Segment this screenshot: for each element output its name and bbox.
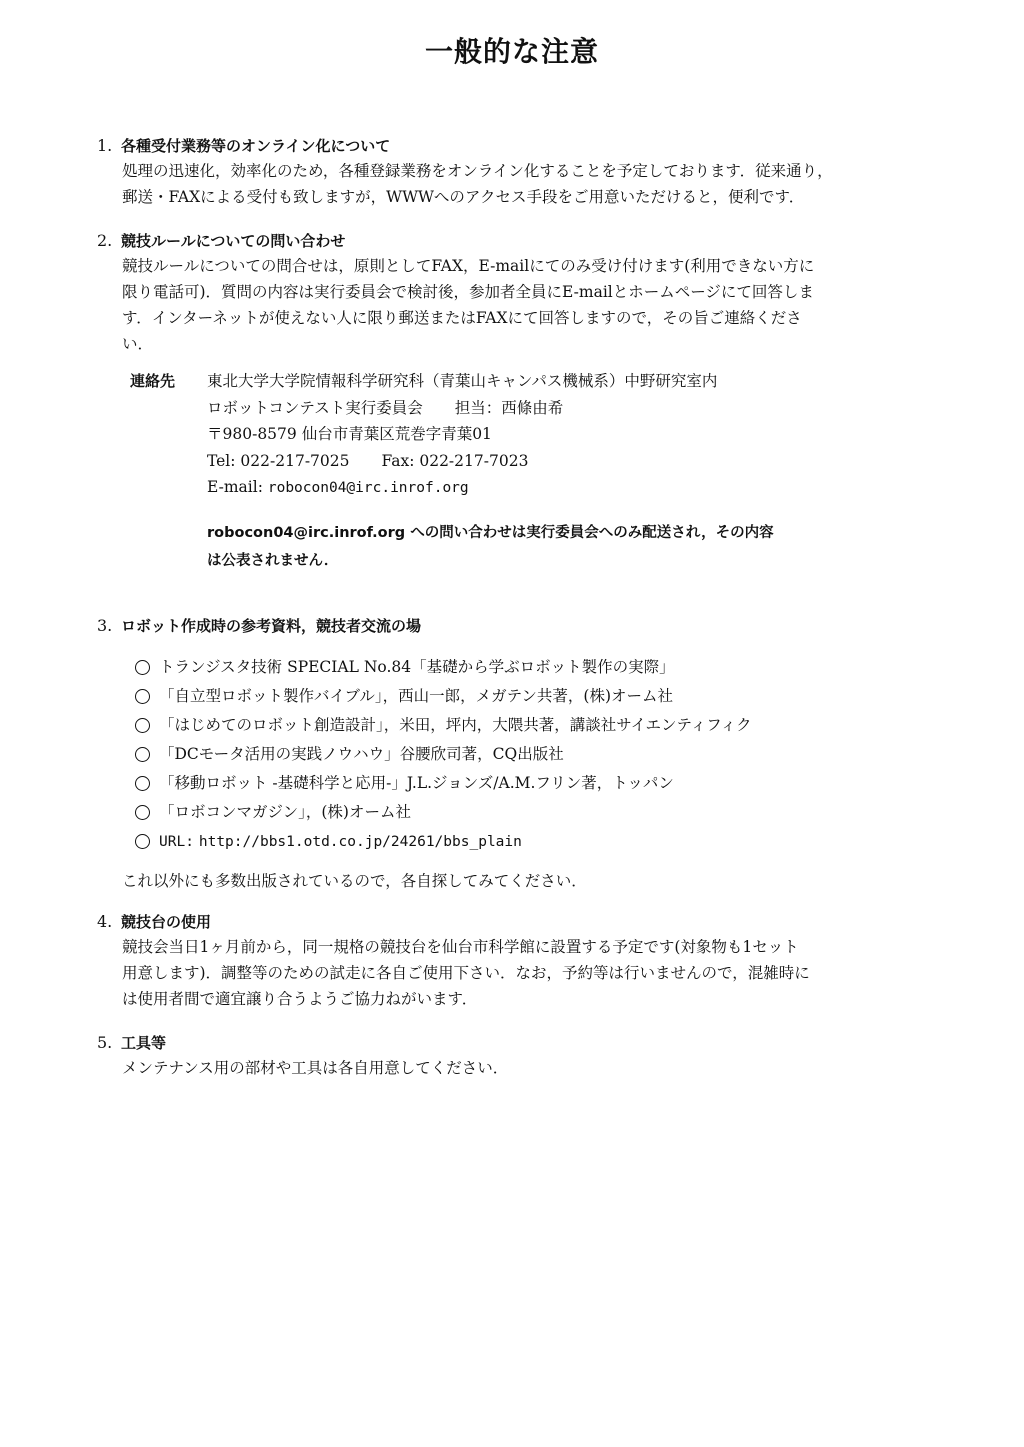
contact-phone-line <box>207 448 887 475</box>
section-title: 競技台の使用 <box>121 913 212 931</box>
section-heading <box>97 910 937 934</box>
section-heading <box>97 1031 937 1055</box>
section-number: 3. <box>97 616 113 635</box>
reference-item <box>135 769 935 798</box>
section-title: 各種受付業務等のオンライン化について <box>121 137 391 155</box>
contact-postal-address: 〒980-8579 仙台市青葉区荒巻字青葉01 <box>207 425 492 443</box>
privacy-note <box>207 519 857 575</box>
section-title: 競技ルールについての問い合わせ <box>121 232 346 250</box>
reference-list <box>135 653 935 856</box>
reference-item-url <box>135 827 935 856</box>
references-footnote: これ以外にも多数出版されているので，各自探してみてください． <box>122 872 587 890</box>
reference-item <box>135 711 935 740</box>
note-line: robocon04@irc.inrof.org への問い合わせは実行委員会へのみ配送され，その内容 <box>207 525 774 541</box>
section-number: 2. <box>97 231 113 250</box>
contact-fax: Fax: 022-217-7023 <box>381 451 529 470</box>
section-tools <box>97 1031 937 1081</box>
reference-text: 「はじめてのロボット創造設計」，米田，坪内，大隈共著，講談社サイエンティフィク <box>159 716 752 734</box>
body-line: 郵送・FAXによる受付も致しますが，WWWへのアクセス手段をご用意いただけると，便利です． <box>122 188 805 206</box>
section-references <box>97 614 937 638</box>
circle-bullet-icon <box>135 776 150 791</box>
circle-bullet-icon <box>135 660 150 675</box>
reference-item <box>135 798 935 827</box>
section-body <box>122 158 927 210</box>
section-body <box>122 253 927 357</box>
contact-committee: ロボットコンテスト実行委員会 <box>207 398 423 417</box>
contact-person: 担当：西條由希 <box>454 398 564 417</box>
circle-bullet-icon <box>135 747 150 762</box>
section-number: 5. <box>97 1033 113 1052</box>
section-number: 1. <box>97 136 113 155</box>
circle-bullet-icon <box>135 689 150 704</box>
section-body <box>122 934 927 1012</box>
body-line: い． <box>122 335 154 353</box>
section-title: ロボット作成時の参考資料，競技者交流の場 <box>121 617 422 635</box>
body-line: す．インターネットが使えない人に限り郵送またはFAXにて回答しますので，その旨ご連絡くださ <box>122 309 802 327</box>
reference-text: 「ロボコンマガジン」，(株)オーム社 <box>159 803 411 821</box>
contact-organization: 東北大学大学院情報科学研究科（青葉山キャンパス機械系）中野研究室内 <box>207 372 718 390</box>
note-line: は公表されません． <box>207 553 339 569</box>
contact-label: 連絡先 <box>130 372 176 390</box>
section-rules-inquiry <box>97 229 937 357</box>
section-heading <box>97 134 937 158</box>
reference-text: 「移動ロボット -基礎科学と応用-」J.L.ジョンズ/A.M.フリン著，トッパン <box>159 774 674 792</box>
body-line: メンテナンス用の部材や工具は各自用意してください． <box>122 1059 509 1077</box>
circle-bullet-icon <box>135 718 150 733</box>
body-line: 限り電話可)．質問の内容は実行委員会で検討後，参加者全員にE-mailとホームページにて回答しま <box>122 283 814 301</box>
section-heading <box>97 614 937 638</box>
section-online <box>97 134 937 210</box>
circle-bullet-icon <box>135 834 150 849</box>
contact-committee-line <box>207 395 887 422</box>
body-line: 用意します)．調整等のための試走に各自ご使用下さい．なお，予約等は行いませんので，混雑時に <box>122 964 810 982</box>
section-practice-table <box>97 910 937 1012</box>
section-heading <box>97 229 937 253</box>
section-body <box>122 1055 927 1081</box>
reference-item <box>135 653 935 682</box>
contact-email-label: E-mail: <box>207 478 263 496</box>
reference-text: 「自立型ロボット製作バイブル」，西山一郎，メガテン共著，(株)オーム社 <box>159 687 673 705</box>
reference-text: トランジスタ技術 SPECIAL No.84「基礎から学ぶロボット製作の実際」 <box>159 658 675 676</box>
page-title: 一般的な注意 <box>424 35 599 68</box>
url-label: URL: <box>159 834 194 850</box>
body-line: 競技ルールについての問合せは，原則としてFAX，E-mailにてのみ受け付けます(利用できない方に <box>122 257 815 275</box>
contact-tel: Tel: 022-217-7025 <box>207 451 350 470</box>
circle-bullet-icon <box>135 805 150 820</box>
reference-text: 「DCモータ活用の実践ノウハウ」谷腰欣司著，CQ出版社 <box>159 745 564 763</box>
contact-email-link[interactable]: robocon04@irc.inrof.org <box>267 480 469 496</box>
body-line: 処理の迅速化，効率化のため，各種登録業務をオンライン化することを予定しております．従来通り， <box>122 162 833 180</box>
section-number: 4. <box>97 912 113 931</box>
body-line: は使用者間で適宜譲り合うようご協力ねがいます． <box>122 990 478 1008</box>
contact-details <box>207 368 887 502</box>
body-line: 競技会当日1ヶ月前から，同一規格の競技台を仙台市科学館に設置する予定です(対象物も1セット <box>122 938 799 956</box>
reference-item <box>135 740 935 769</box>
reference-item <box>135 682 935 711</box>
contact-email-line <box>207 474 887 502</box>
section-title: 工具等 <box>121 1034 167 1052</box>
bbs-url-link[interactable]: http://bbs1.otd.co.jp/24261/bbs_plain <box>198 834 522 850</box>
